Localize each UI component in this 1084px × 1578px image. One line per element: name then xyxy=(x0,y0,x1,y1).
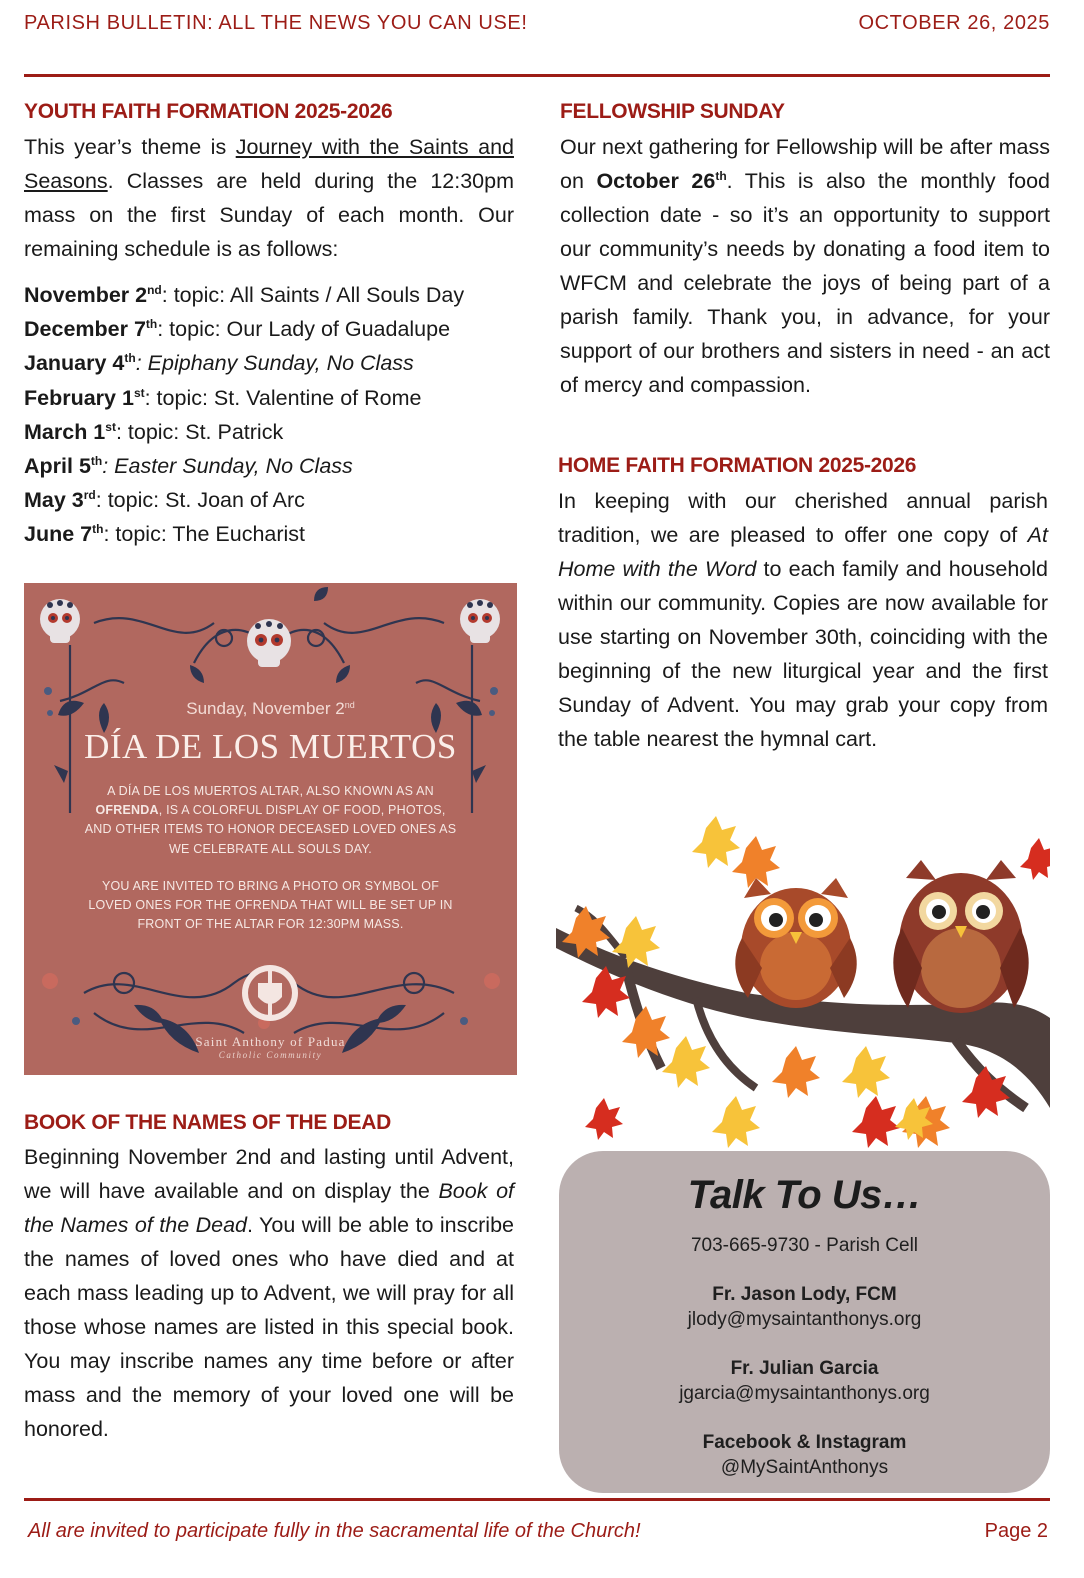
contact-title: Talk To Us… xyxy=(687,1173,922,1217)
priest1-name: Fr. Jason Lody, FCM xyxy=(712,1284,897,1305)
social-handle[interactable]: @MySaintAnthonys xyxy=(720,1457,889,1478)
home-text: In keeping with our cherished annual parish tradition, we are pleased to offer one copy of At Home with the Word to each family and household within our community. Copies are now available for use starting on November 30th, coinciding with the beginning of the new liturgical year and the first Sunday of Advent. You may grab your copy from the table nearest the hymnal cart. xyxy=(558,489,1048,751)
flyer-organization-subtitle: Catholic Community xyxy=(218,1050,323,1060)
home-faith-section xyxy=(558,452,1048,756)
header-rule xyxy=(24,74,1050,77)
flyer-organization: Saint Anthony of Padua xyxy=(195,1034,346,1049)
brown-owl xyxy=(893,860,1028,1013)
book-section-title: BOOK OF THE NAMES OF THE DEAD xyxy=(24,1111,391,1134)
fellowship-section xyxy=(560,98,1050,402)
flyer-title: DÍA DE LOS MUERTOS xyxy=(84,727,457,766)
bulletin-header xyxy=(24,12,1050,42)
dia-de-los-muertos-flyer xyxy=(24,583,517,1075)
theme-name: Journey with the Saints and Seasons xyxy=(24,135,514,193)
schedule-item: April 5th: Easter Sunday, No Class xyxy=(24,454,353,479)
schedule-item: December 7th: topic: Our Lady of Guadalupe xyxy=(24,317,451,342)
fellowship-section-title: FELLOWSHIP SUNDAY xyxy=(560,100,785,123)
schedule-item: November 2nd: topic: All Saints / All Souls Day xyxy=(24,283,465,307)
schedule-item: June 7th: topic: The Eucharist xyxy=(24,522,306,547)
social-label: Facebook & Instagram xyxy=(702,1432,907,1453)
flyer-description: A DÍA DE LOS MUERTOS ALTAR, ALSO KNOWN AS AN OFRENDA, IS A COLORFUL DISPLAY OF FOOD, PHOTOS, AND OTHER ITEMS TO HONOR DECEASED LOVED ONES AS WE CELEBRATE ALL SOULS DAY. xyxy=(84,784,457,856)
priest2-name: Fr. Julian Garcia xyxy=(730,1358,879,1379)
schedule-item: February 1st: topic: St. Valentine of Rome xyxy=(24,385,422,410)
schedule-item: May 3rd: topic: St. Joan of Arc xyxy=(24,488,305,513)
flyer-invitation: YOU ARE INVITED TO BRING A PHOTO OR SYMBOL OF LOVED ONES FOR THE OFRENDA THAT WILL BE SET UP IN FRONT OF THE ALTAR FOR 12:30PM MASS. xyxy=(88,879,453,932)
page-number: Page 2 xyxy=(984,1520,1048,1542)
priest1-email[interactable]: jlody@mysaintanthonys.org xyxy=(687,1309,922,1330)
youth-intro: This year’s theme is Journey with the Saints and Seasons. Classes are held during the 12:30pm mass on the first Sunday of each month. Our remaining schedule is as follows: xyxy=(24,135,514,261)
home-section-title: HOME FAITH FORMATION 2025-2026 xyxy=(558,454,917,477)
flyer-date: Sunday, November 2nd xyxy=(186,699,355,718)
youth-faith-section xyxy=(24,98,514,552)
contact-box xyxy=(559,1151,1050,1493)
schedule-item: March 1st: topic: St. Patrick xyxy=(24,419,284,444)
schedule-item: January 4th: Epiphany Sunday, No Class xyxy=(24,351,414,376)
orange-owl xyxy=(735,878,856,1008)
footer-rule xyxy=(24,1498,1050,1501)
book-text: Beginning November 2nd and lasting until Advent, we will have available and on display the Book of the Names of the Dead. You will be able to inscribe the names of loved ones who have died and at each mass leading up to Advent, we will pray for all those whose names are listed in this special book. You may inscribe names any time before or after mass and the memory of your loved one will be honored. xyxy=(24,1145,514,1441)
parish-logo-icon xyxy=(242,965,298,1021)
autumn-owls-illustration xyxy=(556,808,1050,1153)
bulletin-date: OCTOBER 26, 2025 xyxy=(858,12,1050,34)
fellowship-text: Our next gathering for Fellowship will be after mass on October 26th. This is also the monthly food collection date - so it’s an opportunity to support our community’s needs by donating a food item to WFCM and celebrate the joys of being part of a parish family. Thank you, in advance, for your support of our brothers and sisters in need - an act of mercy and compassion. xyxy=(560,135,1050,397)
youth-section-title: YOUTH FAITH FORMATION 2025-2026 xyxy=(24,100,393,123)
class-schedule xyxy=(24,278,514,552)
priest2-email[interactable]: jgarcia@mysaintanthonys.org xyxy=(679,1383,930,1404)
book-of-names-section xyxy=(24,1109,514,1446)
footer-tagline: All are invited to participate fully in the sacramental life of the Church! xyxy=(28,1520,641,1542)
bulletin-title: PARISH BULLETIN: ALL THE NEWS YOU CAN USE! xyxy=(24,12,528,34)
parish-phone[interactable]: 703-665-9730 - Parish Cell xyxy=(690,1235,919,1256)
